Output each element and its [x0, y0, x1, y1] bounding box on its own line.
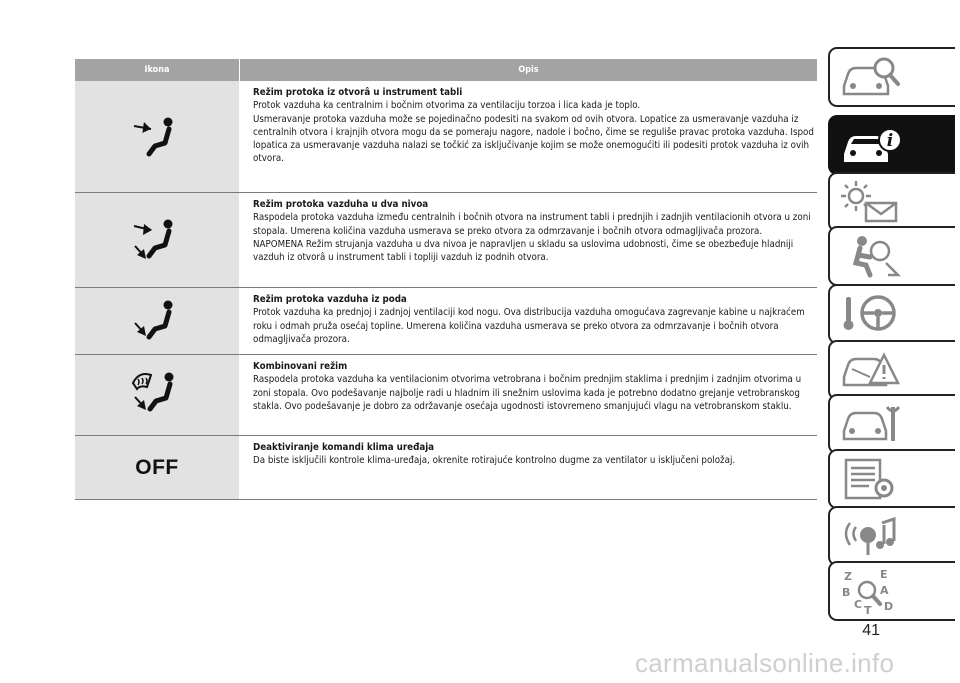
air-flow-defrost-floor-icon — [127, 369, 187, 421]
table-row — [75, 193, 817, 288]
row-icon-cell — [75, 193, 240, 287]
svg-text:D: D — [884, 600, 894, 613]
air-flow-dashboard-vents-icon — [131, 115, 183, 159]
climate-mode-table — [75, 59, 817, 500]
row-text: Raspodela protoka vazduha između centralnih i bočnih otvora na instrument tabli i prednjih i zadnjih ventilacionih otvora u zoni stopala. Umerena količina vazduha usmerava se preko otvora za odmrzavanje i bočnih otvora odmagljivača prozora. — [253, 212, 811, 237]
row-icon-cell — [75, 288, 240, 354]
alphabetical-index-icon — [840, 566, 902, 616]
car-service-wrench-icon — [840, 401, 902, 447]
row-text: Raspodela protoka vazduha ka ventilacionim otvorima vetrobrana i bočnim prednjim staklima i prednjim i zadnjim otvorima u zoni stopala. Ovo podešavanje najbolje radi u hladnim ili snežnim uslovima kada je potrebno dodatno grejanje vetrobranskog stakla. Ovo podešavanje je dobro za održavanje osećaja ugodnosti istovremeno smanjujući vlagu na vetrobranskom staklu. — [253, 374, 802, 412]
row-description-cell — [240, 355, 817, 435]
row-description-cell — [240, 193, 817, 287]
chapter-tab-safety[interactable] — [828, 226, 955, 286]
chapter-tab-technical-data[interactable] — [828, 449, 955, 509]
row-description-cell — [240, 81, 817, 192]
row-title: Režim protoka iz otvorâ u instrument tabli — [253, 87, 463, 98]
table-row — [75, 355, 817, 436]
svg-text:Z: Z — [844, 570, 852, 583]
svg-text:C: C — [854, 598, 863, 611]
table-row — [75, 436, 817, 500]
chapter-tab-emergency[interactable] — [828, 340, 955, 400]
chapter-tab-starting-driving[interactable] — [828, 284, 955, 344]
technical-data-icon — [840, 456, 902, 502]
chapter-tab-index[interactable] — [828, 561, 955, 621]
car-emergency-icon — [840, 347, 902, 393]
row-icon-cell — [75, 355, 240, 435]
steering-wheel-key-icon — [840, 291, 902, 337]
air-flow-floor-icon — [131, 299, 183, 343]
row-icon-cell — [75, 436, 240, 499]
row-text: Protok vazduha ka prednjoj i zadnjoj ventilaciji kod nogu. Ova distribucija vazduha omogućava zagrevanje kabine u najkraćem roku i odmah pruža osećaj topline. Umerena količina vazduha usmerava se preko otvora za odmrzavanje i bočnih otvora odmagljivača prozora. — [253, 307, 805, 345]
page-number: 41 — [862, 622, 880, 639]
chapter-tab-multimedia[interactable] — [828, 506, 955, 566]
row-description-cell — [240, 436, 817, 499]
table-header — [75, 59, 817, 81]
row-text: Protok vazduha ka centralnim i bočnim otvorima za ventilaciju torzoa i lica kada je toplo. — [253, 100, 641, 112]
svg-text:T: T — [864, 604, 872, 616]
chapter-tab-warning-lights[interactable] — [828, 172, 955, 232]
svg-text:A: A — [880, 584, 889, 597]
car-search-icon — [840, 54, 902, 100]
row-text: NAPOMENA Režim strujanja vazduha u dva nivoa je napravljen u skladu sa uslovima udobnosti, čime se obezbeđuje hladniji vazduh iz otvorâ u instrument tabli i topliji vazduh iz podnih otvora. — [253, 238, 794, 264]
table-row — [75, 81, 817, 193]
header-icon-column: Ikona — [75, 59, 240, 81]
header-description-column: Opis — [518, 65, 539, 75]
row-title: Režim protoka vazduha u dva nivoa — [253, 199, 429, 210]
row-text: Da biste isključili kontrole klima-uređaja, okrenite rotirajuće kontrolno dugme za ventilator u isključeni položaj. — [253, 455, 736, 467]
chapter-tabs — [828, 0, 960, 683]
row-text: Usmeravanje protoka vazduha može se pojedinačno podesiti na svakom od ovih otvora. Lopatice za usmeravanje vazduha iz centralnih otvora i krajnjih otvora mogu da se pomeraju nagore, nadole i bočno, čime se reguliše pravac protoka vazduha. Ispod lopatica za usmeravanje vazduha nalazi se točkić za isključivanje kojim se može onemogućiti ili podesiti protok vazduha iz ovih otvora. — [253, 113, 814, 165]
air-flow-bi-level-icon — [131, 214, 183, 266]
svg-text:i: i — [886, 131, 894, 151]
off-label: OFF — [135, 455, 179, 479]
row-title: Režim protoka vazduha iz poda — [253, 294, 407, 305]
row-title: Kombinovani režim — [253, 361, 348, 372]
airbag-safety-icon — [840, 233, 902, 279]
multimedia-icon — [840, 513, 902, 559]
table-row — [75, 288, 817, 355]
warning-light-message-icon — [840, 179, 902, 225]
row-title: Deaktiviranje komandi klima uređaja — [253, 442, 435, 453]
row-description-cell — [240, 288, 817, 354]
chapter-tab-car-info[interactable] — [828, 115, 955, 175]
car-info-icon — [840, 122, 902, 168]
watermark: carmanualsonline.info — [635, 648, 895, 678]
row-icon-cell — [75, 81, 240, 192]
chapter-tab-car-search[interactable] — [828, 47, 955, 107]
chapter-tab-servicing[interactable] — [828, 394, 955, 454]
svg-text:E: E — [880, 568, 888, 581]
svg-text:B: B — [842, 586, 851, 599]
